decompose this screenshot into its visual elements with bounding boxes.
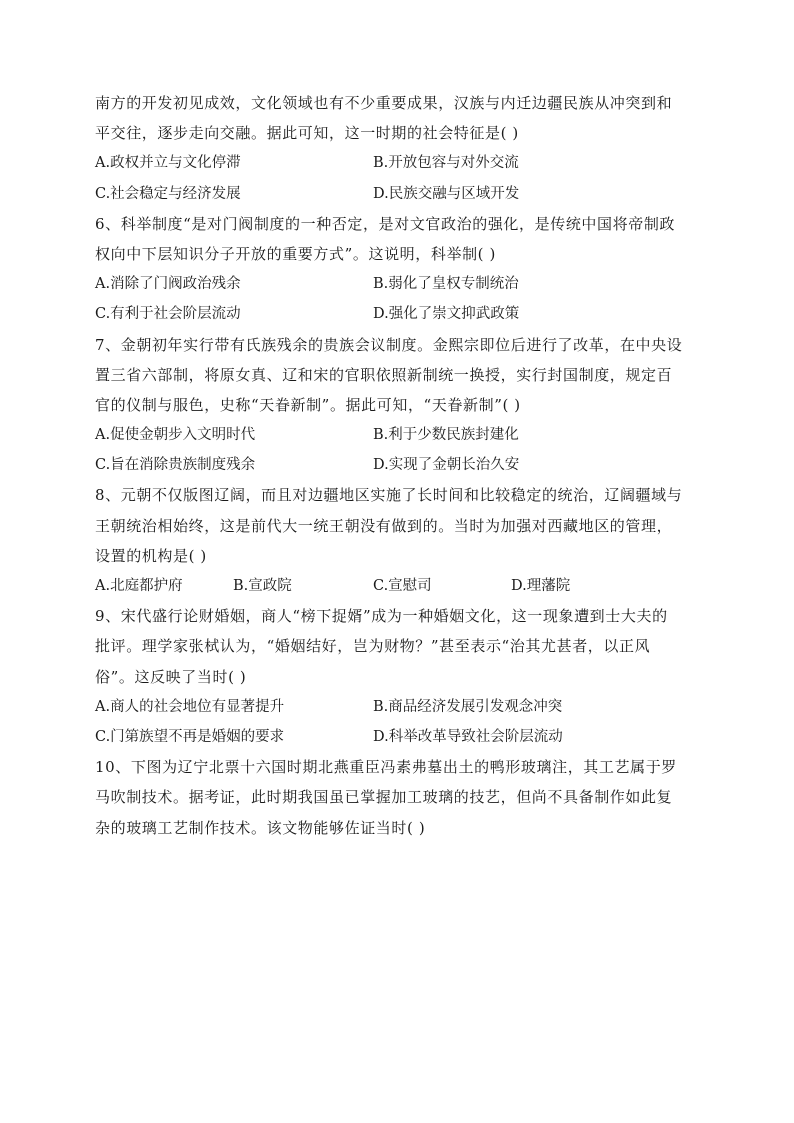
q9-stem-line-1: 9、宋代盛行论财婚姻，商人“榜下捉婿”成为一种婚姻文化，这一现象遭到士大夫的 (95, 607, 668, 626)
q6-stem-line-2: 权向中下层知识分子开放的重要方式”。这说明，科举制( ) (95, 244, 496, 263)
q8-option-a: A.北庭都护府 (95, 578, 183, 594)
q6-option-c: C.有利于社会阶层流动 (95, 306, 241, 323)
q9-option-a: A.商人的社会地位有显著提升 (95, 698, 285, 715)
q9-option-d: D.科举改革导致社会阶层流动 (373, 728, 563, 745)
q7-option-d: D.实现了金朝长治久安 (373, 457, 520, 474)
q8-option-b: B.宣政院 (233, 578, 292, 594)
q6-options-row-1 (95, 269, 705, 299)
q6-options-row-2 (95, 299, 705, 329)
q8-stem-line-2: 王朝统治相始终，这是前代大一统王朝没有做到的。当时为加强对西藏地区的管理， (95, 516, 673, 535)
q5-options-row-2 (95, 179, 705, 209)
q8-option-d: D.理藩院 (511, 578, 571, 594)
q7-stem-line-2: 置三省六部制，将原女真、辽和宋的官职依照新制统一换授，实行封国制度，规定百 (95, 365, 673, 384)
q8-option-c: C.宣慰司 (373, 578, 432, 594)
q9-option-b: B.商品经济发展引发观念冲突 (373, 698, 563, 715)
q5-stem-line-1: 南方的开发初见成效，文化领域也有不少重要成果，汉族与内迁边疆民族从冲突到和 (95, 94, 673, 112)
q10-stem-line-1: 10、下图为辽宁北票十六国时期北燕重臣冯素弗墓出土的鸭形玻璃注，其工艺属于罗 (95, 758, 677, 777)
q6-stem-line-1: 6、科举制度“是对门阀制度的一种否定，是对文官政治的强化，是传统中国将帝制政 (95, 214, 676, 233)
exam-page (95, 88, 705, 843)
q9-options-row-1 (95, 692, 705, 722)
q7-option-b: B.利于少数民族封建化 (373, 427, 519, 444)
q5-option-a: A.政权并立与文化停滞 (95, 155, 241, 172)
q10-stem-line-3: 杂的玻璃工艺制作技术。该文物能够佐证当时( ) (95, 818, 426, 837)
q7-options-row-1 (95, 420, 705, 450)
q6-option-b: B.弱化了皇权专制统治 (373, 276, 519, 293)
q9-option-c: C.门第族望不再是婚姻的要求 (95, 728, 285, 745)
q8-options-row (95, 571, 705, 601)
q7-stem-line-1: 7、金朝初年实行带有氏族残余的贵族会议制度。金熙宗即位后进行了改革，在中央设 (95, 335, 683, 354)
q5-option-b: B.开放包容与对外交流 (373, 155, 519, 172)
q7-options-row-2 (95, 450, 705, 480)
q6-option-d: D.强化了崇文抑武政策 (373, 306, 520, 323)
q7-stem-line-3: 官的仪制与服色，史称“天眷新制”。据此可知，“天眷新制”( ) (95, 395, 521, 414)
q7-option-c: C.旨在消除贵族制度残余 (95, 457, 256, 474)
q9-options-row-2 (95, 722, 705, 752)
q6-option-a: A.消除了门阀政治残余 (95, 276, 241, 293)
q5-option-d: D.民族交融与区域开发 (373, 185, 520, 202)
q7-option-a: A.促使金朝步入文明时代 (95, 427, 256, 444)
q8-stem-line-1: 8、元朝不仅版图辽阔，而且对边疆地区实施了长时间和比较稳定的统治，辽阔疆域与 (95, 486, 683, 505)
q5-stem-line-2: 平交往，逐步走向交融。据此可知，这一时期的社会特征是( ) (95, 124, 519, 143)
q10-stem-line-2: 马吹制技术。据考证，此时期我国虽已掌握加工玻璃的技艺，但尚不具备制作如此复 (95, 788, 673, 807)
q9-stem-line-2: 批评。理学家张栻认为，“婚姻结好，岂为财物？”甚至表示“治其尤甚者，以正风 (95, 637, 651, 656)
q8-stem-line-3: 设置的机构是( ) (95, 546, 207, 565)
q5-options-row-1 (95, 148, 705, 178)
q5-option-c: C.社会稳定与经济发展 (95, 185, 241, 202)
q9-stem-line-3: 俗”。这反映了当时( ) (95, 667, 247, 686)
